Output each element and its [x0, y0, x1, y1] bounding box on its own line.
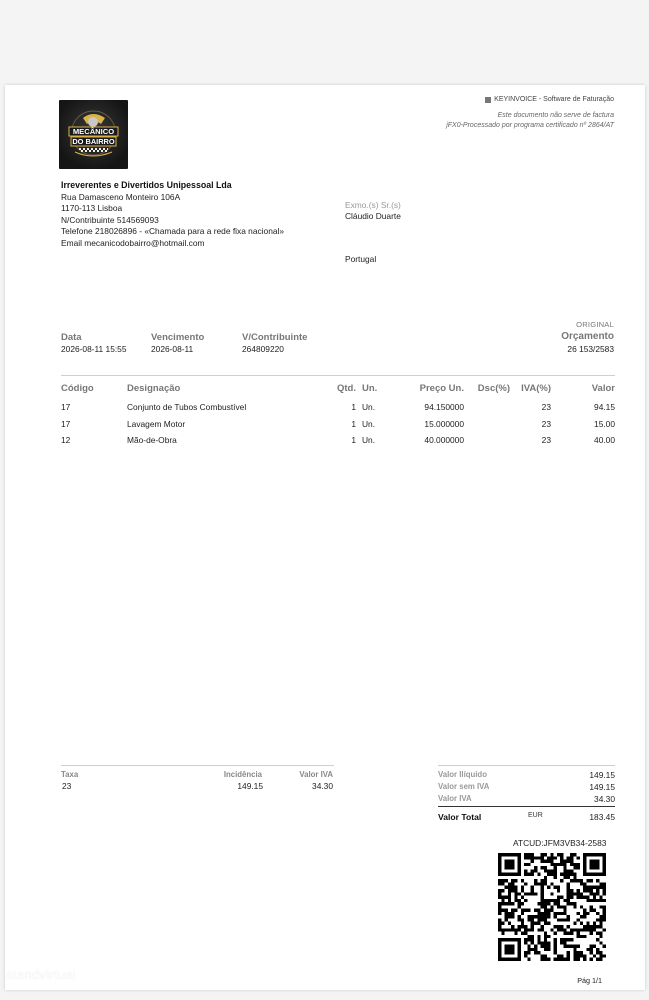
- svg-text:MECÂNICO: MECÂNICO: [72, 127, 115, 137]
- row-3-unit: Un.: [362, 435, 376, 445]
- tax-vat-label: Valor IVA: [299, 770, 333, 779]
- disclaimer-line-2: jFX0-Processado por programa certificado nº 2864/AT: [446, 122, 614, 129]
- date-label: Data: [61, 332, 82, 343]
- disclaimer-line-1: Este documento não serve de factura: [497, 112, 614, 119]
- tax-rate-label: Taxa: [61, 770, 79, 779]
- tax-vat-value: 34.30: [312, 781, 333, 791]
- company-email: Email mecanicodobairro@hotmail.com: [61, 237, 205, 248]
- col-header-discount: Dsc(%): [477, 383, 510, 394]
- row-3-value: 40.00: [594, 435, 615, 445]
- value-without-vat-label: Valor sem IVA: [438, 782, 490, 791]
- company-info: [61, 180, 284, 250]
- qr-code-icon: [498, 853, 606, 961]
- watermark: standvirtual: [6, 967, 77, 982]
- software-brand-name: KEYINVOICE: [494, 96, 537, 103]
- software-brand: [485, 96, 614, 103]
- tax-rate-value: 23: [62, 781, 72, 791]
- row-2-unit-price: 15.000000: [424, 419, 464, 429]
- total-value: 183.45: [589, 812, 615, 822]
- company-phone: Telefone 218026896 - «Chamada para a rede fixa nacional»: [61, 226, 285, 237]
- client-salutation: Exmo.(s) Sr.(s): [345, 200, 401, 210]
- due-label: Vencimento: [151, 332, 205, 343]
- row-3-description: Mão-de-Obra: [127, 435, 177, 445]
- client-name: Cláudio Duarte: [345, 211, 401, 222]
- totals-top-rule: [438, 765, 615, 766]
- table-top-rule: [61, 375, 615, 376]
- row-1-vat-rate: 23: [541, 402, 551, 412]
- company-name: Irreverentes e Divertidos Unipessoal Lda: [61, 180, 232, 190]
- totals-bottom-rule: [438, 806, 615, 807]
- row-2-quantity: 1: [351, 419, 356, 429]
- row-3-unit-price: 40.000000: [424, 435, 464, 445]
- col-header-unit: Un.: [362, 383, 378, 394]
- row-2-value: 15.00: [594, 419, 615, 429]
- page-number: Pág 1/1: [577, 976, 602, 985]
- document-type: Orçamento: [561, 331, 614, 342]
- client-info: [345, 200, 401, 223]
- vat-value: 34.30: [594, 794, 615, 804]
- col-header-code: Código: [61, 383, 94, 394]
- client-country: Portugal: [345, 254, 377, 264]
- net-value-label: Valor Ilíquido: [438, 770, 487, 779]
- atcud-code: ATCUD:JFM3VB34-2583: [513, 838, 607, 848]
- company-logo: [59, 100, 128, 169]
- row-1-unit-price: 94.150000: [424, 402, 464, 412]
- keyinvoice-logo-icon: [485, 97, 491, 103]
- tax-summary-rule: [61, 765, 334, 766]
- company-taxid: N/Contribuinte 514569093: [61, 214, 159, 225]
- row-3-vat-rate: 23: [541, 435, 551, 445]
- currency-label: EUR: [528, 812, 543, 819]
- row-2-vat-rate: 23: [541, 419, 551, 429]
- col-header-vat-rate: IVA(%): [521, 383, 551, 394]
- row-2-unit: Un.: [362, 419, 376, 429]
- row-1-unit: Un.: [362, 402, 376, 412]
- col-header-value: Valor: [591, 383, 615, 394]
- row-1-value: 94.15: [594, 402, 615, 412]
- row-1-description: Conjunto de Tubos Combustível: [127, 402, 247, 412]
- company-postal: 1170-113 Lisboa: [61, 203, 123, 214]
- row-1-code: 17: [61, 402, 71, 412]
- col-header-quantity: Qtd.: [337, 383, 356, 394]
- logo-emblem-icon: [59, 100, 128, 169]
- row-2-code: 17: [61, 419, 71, 429]
- vat-value-label: Valor IVA: [438, 794, 472, 803]
- copy-label: ORIGINAL: [576, 320, 614, 329]
- document-sheet: [5, 85, 645, 990]
- svg-text:DO BAIRRO: DO BAIRRO: [72, 137, 115, 147]
- total-value-label: Valor Total: [438, 812, 482, 822]
- row-3-code: 12: [61, 435, 71, 445]
- tax-base-value: 149.15: [237, 781, 263, 791]
- tax-base-label: Incidência: [223, 770, 262, 779]
- document-number: 26 153/2583: [567, 344, 614, 354]
- row-3-quantity: 1: [351, 435, 356, 445]
- row-2-description: Lavagem Motor: [127, 419, 186, 429]
- col-header-unit-price: Preço Un.: [419, 383, 464, 394]
- legal-disclaimer: [446, 111, 614, 131]
- software-brand-suffix: - Software de Faturação: [536, 96, 614, 103]
- value-without-vat: 149.15: [589, 782, 615, 792]
- col-header-description: Designação: [127, 383, 181, 394]
- due-value: 2026-08-11: [151, 344, 194, 354]
- company-address: Rua Damasceno Monteiro 106A: [61, 191, 181, 202]
- net-value: 149.15: [589, 770, 615, 780]
- date-value: 2026-08-11 15:55: [61, 344, 127, 354]
- row-1-quantity: 1: [351, 402, 356, 412]
- customer-vat-value: 264809220: [242, 344, 284, 354]
- customer-vat-label: V/Contribuinte: [242, 332, 308, 343]
